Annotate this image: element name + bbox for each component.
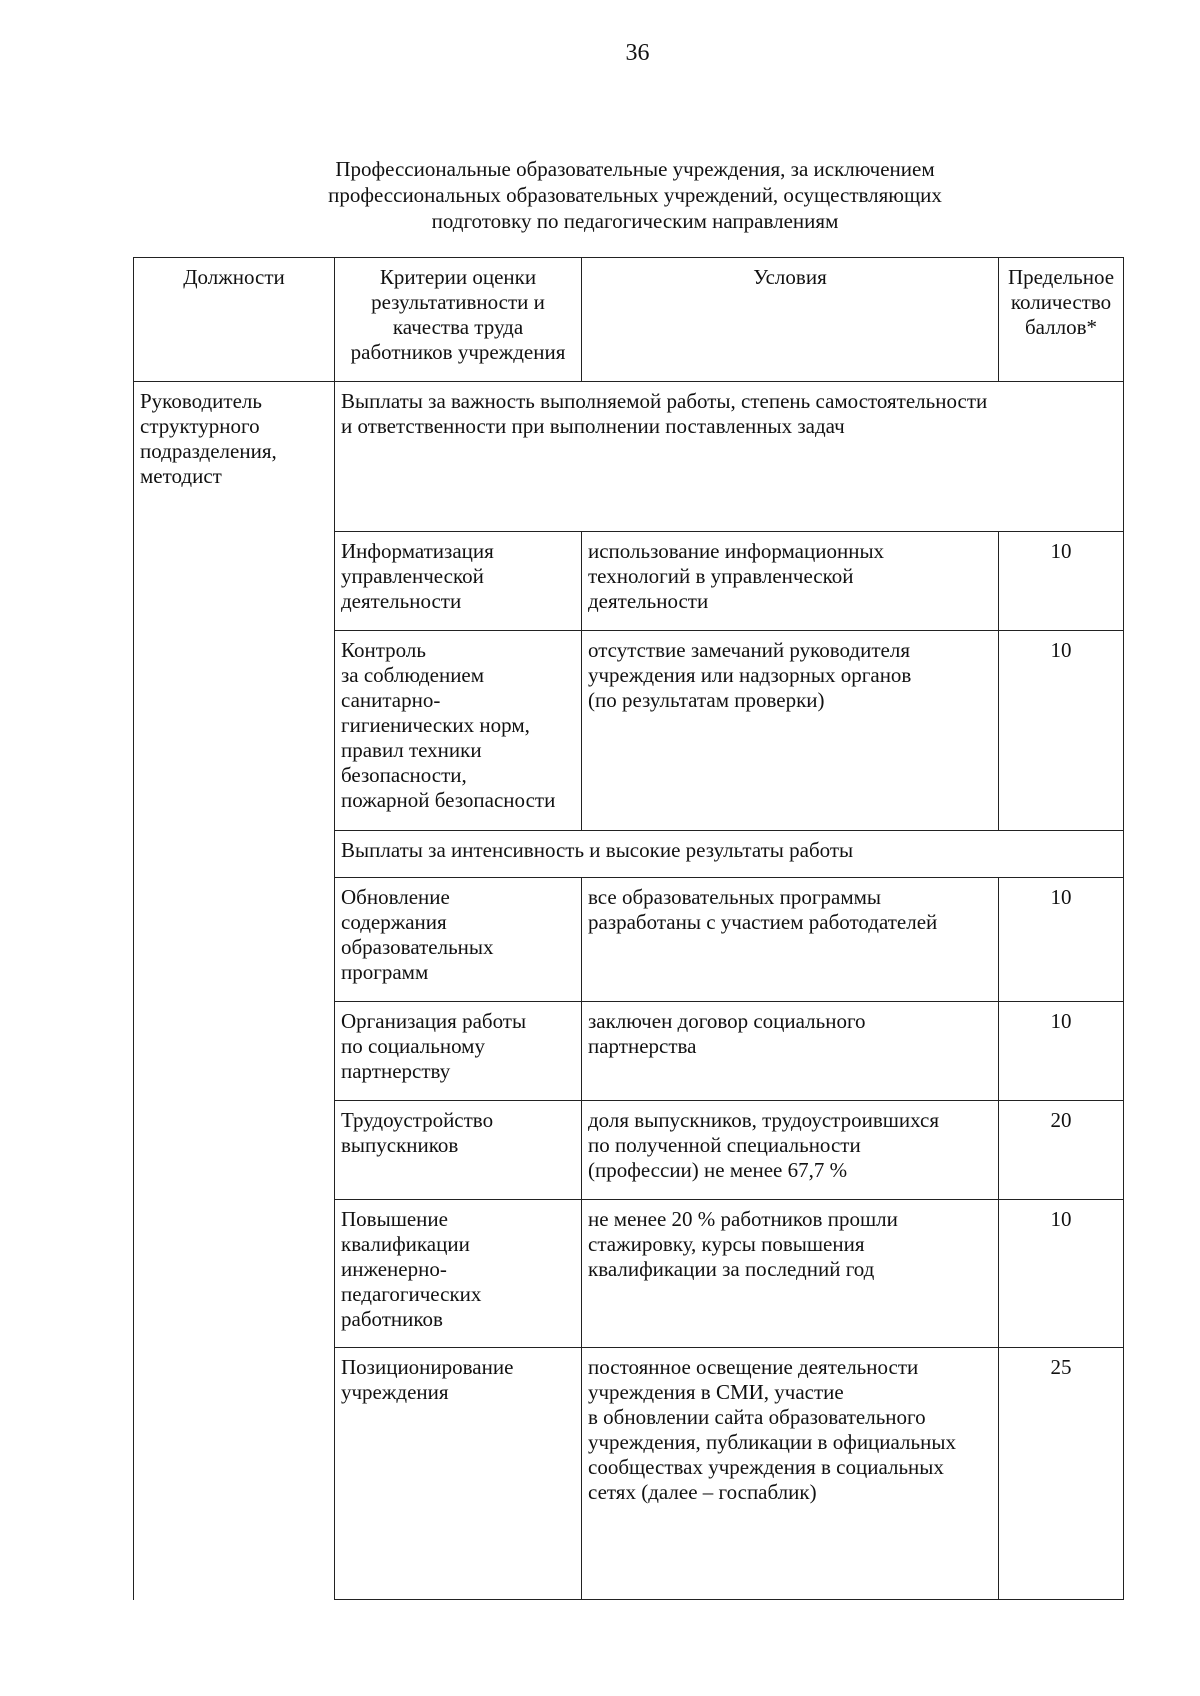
position-line: структурного	[140, 414, 260, 438]
cell-line: гигиенических норм,	[341, 713, 530, 737]
document-heading	[250, 156, 1020, 234]
criteria-cell	[335, 878, 582, 1002]
conditions-cell	[582, 1200, 999, 1348]
section-title	[335, 382, 1124, 532]
cell-line: не менее 20 % работников прошли	[588, 1207, 898, 1231]
cell-line: образовательных	[341, 935, 494, 959]
header-criteria	[335, 258, 582, 382]
points-cell: 10	[999, 1200, 1124, 1348]
cell-line: Повышение	[341, 1207, 448, 1231]
cell-line: санитарно-	[341, 688, 441, 712]
points-cell: 10	[999, 631, 1124, 831]
cell-line: по полученной специальности	[588, 1133, 861, 1157]
cell-line: все образовательных программы	[588, 885, 882, 909]
cell-line: стажировку, курсы повышения	[588, 1232, 865, 1256]
cell-line: доля выпускников, трудоустроившихся	[588, 1108, 940, 1132]
points-cell: 10	[999, 1002, 1124, 1101]
cell-line: выпускников	[341, 1133, 459, 1157]
cell-line: за соблюдением	[341, 663, 485, 687]
header-line: результативности и	[371, 290, 545, 314]
cell-line: (профессии) не менее 67,7 %	[588, 1158, 848, 1182]
cell-line: работников	[341, 1307, 443, 1331]
cell-line: разработаны с участием работодателей	[588, 910, 938, 934]
header-line: Предельное	[1007, 265, 1115, 289]
header-position: Должности	[134, 258, 335, 382]
criteria-cell	[335, 1101, 582, 1200]
cell-line: Информатизация	[341, 539, 494, 563]
conditions-cell	[582, 631, 999, 831]
cell-line: Трудоустройство	[341, 1108, 494, 1132]
position-line: методист	[140, 464, 222, 488]
cell-line: содержания	[341, 910, 447, 934]
cell-line: безопасности,	[341, 763, 467, 787]
conditions-cell	[582, 532, 999, 631]
criteria-table	[133, 257, 1124, 1600]
cell-line: сообществах учреждения в социальных	[588, 1455, 944, 1479]
section-line: Выплаты за важность выполняемой работы, степень самостоятельности	[341, 389, 988, 413]
header-conditions: Условия	[582, 258, 999, 382]
page-number: 36	[625, 40, 650, 66]
cell-line: учреждения, публикации в официальных	[588, 1430, 956, 1454]
cell-line: отсутствие замечаний руководителя	[588, 638, 910, 662]
cell-line: программ	[341, 960, 429, 984]
cell-line: по социальному	[341, 1034, 485, 1058]
criteria-cell	[335, 1200, 582, 1348]
cell-line: инженерно-	[341, 1257, 447, 1281]
position-cell	[134, 382, 335, 1600]
header-line: работников учреждения	[350, 340, 566, 364]
heading-line: Профессиональные образовательные учреждения, за исключением	[335, 157, 935, 181]
header-line: Критерии оценки	[379, 265, 537, 289]
criteria-cell	[335, 532, 582, 631]
cell-line: постоянное освещение деятельности	[588, 1355, 919, 1379]
cell-line: деятельности	[341, 589, 462, 613]
criteria-cell	[335, 1348, 582, 1600]
conditions-cell	[582, 1002, 999, 1101]
cell-line: пожарной безопасности	[341, 788, 556, 812]
section-title: Выплаты за интенсивность и высокие результаты работы	[335, 831, 1124, 878]
section-line: и ответственности при выполнении поставленных задач	[341, 414, 845, 438]
heading-line: подготовку по педагогическим направлениям	[431, 209, 839, 233]
conditions-cell	[582, 1348, 999, 1600]
cell-line: в обновлении сайта образовательного	[588, 1405, 926, 1429]
cell-line: педагогических	[341, 1282, 482, 1306]
conditions-cell	[582, 1101, 999, 1200]
header-line: качества труда	[392, 315, 524, 339]
cell-line: деятельности	[588, 589, 709, 613]
position-line: подразделения,	[140, 439, 277, 463]
cell-line: Обновление	[341, 885, 450, 909]
section-row	[134, 382, 1124, 532]
cell-line: технологий в управленческой	[588, 564, 854, 588]
heading-line: профессиональных образовательных учреждений, осуществляющих	[328, 183, 942, 207]
points-cell: 10	[999, 532, 1124, 631]
criteria-cell	[335, 1002, 582, 1101]
cell-line: партнерству	[341, 1059, 451, 1083]
points-cell: 20	[999, 1101, 1124, 1200]
cell-line: партнерства	[588, 1034, 697, 1058]
header-line: баллов*	[1024, 315, 1098, 339]
cell-line: учреждения	[341, 1380, 449, 1404]
points-cell: 25	[999, 1348, 1124, 1600]
header-points	[999, 258, 1124, 382]
cell-line: Позиционирование	[341, 1355, 514, 1379]
position-line: Руководитель	[140, 389, 262, 413]
cell-line: сетях (далее – госпаблик)	[588, 1480, 817, 1504]
cell-line: Организация работы	[341, 1009, 527, 1033]
cell-line: учреждения или надзорных органов	[588, 663, 912, 687]
cell-line: Контроль	[341, 638, 426, 662]
conditions-cell	[582, 878, 999, 1002]
cell-line: правил техники	[341, 738, 482, 762]
criteria-cell	[335, 631, 582, 831]
cell-line: учреждения в СМИ, участие	[588, 1380, 844, 1404]
points-cell: 10	[999, 878, 1124, 1002]
cell-line: использование информационных	[588, 539, 885, 563]
cell-line: квалификации за последний год	[588, 1257, 875, 1281]
cell-line: квалификации	[341, 1232, 470, 1256]
cell-line: (по результатам проверки)	[588, 688, 825, 712]
header-line: количество	[1010, 290, 1112, 314]
cell-line: заключен договор социального	[588, 1009, 866, 1033]
cell-line: управленческой	[341, 564, 484, 588]
table-header-row	[134, 258, 1124, 382]
